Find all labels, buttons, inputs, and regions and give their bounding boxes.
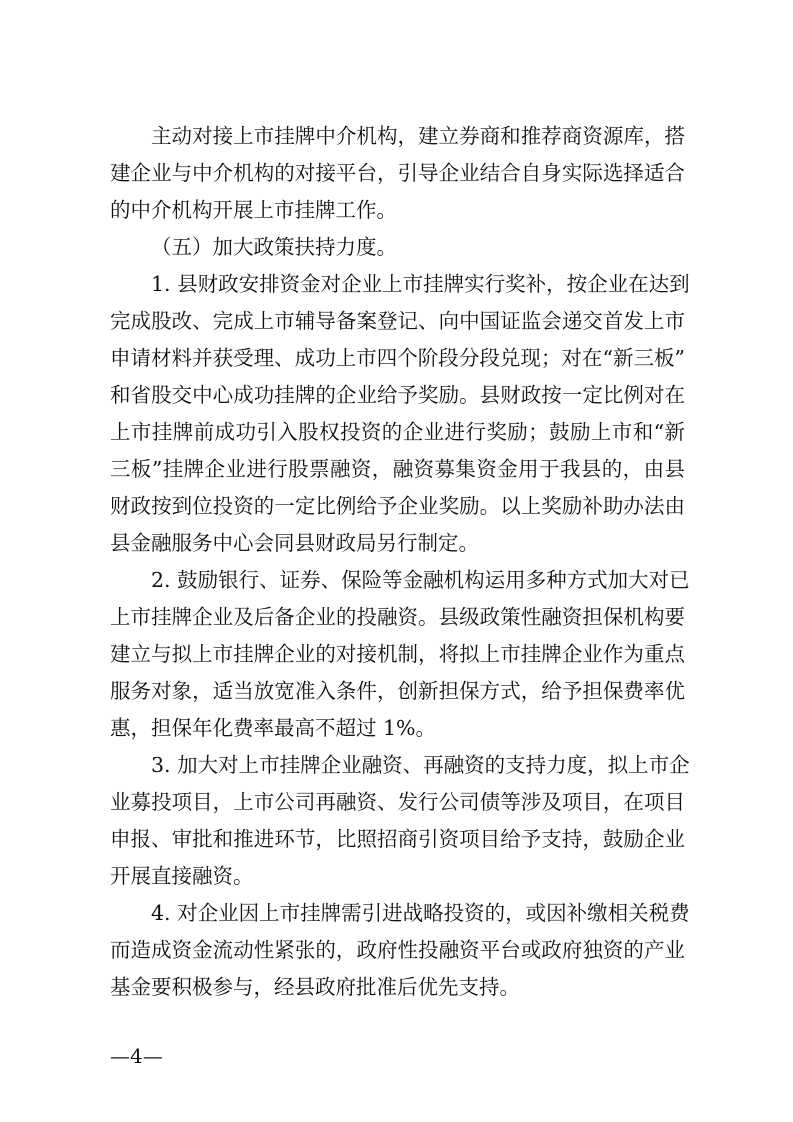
body-line: 上市挂牌前成功引入股权投资的企业进行奖励；鼓励上市和“新 — [110, 420, 685, 444]
body-line: 建立与拟上市挂牌企业的对接机制，将拟上市挂牌企业作为重点 — [110, 642, 685, 666]
body-line: 惠，担保年化费率最高不超过 1%。 — [110, 716, 437, 740]
body-line: 上市挂牌企业及后备企业的投融资。县级政策性融资担保机构要 — [110, 605, 685, 629]
page-number: —4— — [110, 1044, 163, 1068]
body-line: 开展直接融资。 — [110, 864, 254, 888]
body-line: 财政按到位投资的一定比例给予企业奖励。以上奖励补助办法由 — [110, 494, 685, 518]
body-line: 三板”挂牌企业进行股票融资，融资募集资金用于我县的，由县 — [110, 457, 685, 481]
body-line: 申请材料并获受理、成功上市四个阶段分段兑现；对在“新三板” — [110, 346, 685, 370]
body-line: 完成股改、完成上市辅导备案登记、向中国证监会递交首发上市 — [110, 309, 685, 333]
body-line: 业募投项目，上市公司再融资、发行公司债等涉及项目，在项目 — [110, 790, 685, 814]
body-line: 和省股交中心成功挂牌的企业给予奖励。县财政按一定比例对在 — [110, 383, 685, 407]
body-line: 1. 县财政安排资金对企业上市挂牌实行奖补，按企业在达到 — [151, 272, 690, 296]
body-line: 3. 加大对上市挂牌企业融资、再融资的支持力度，拟上市企 — [151, 753, 690, 777]
body-line: 主动对接上市挂牌中介机构，建立券商和推荐商资源库，搭 — [151, 124, 685, 148]
body-line: 申报、审批和推进环节，比照招商引资项目给予支持，鼓励企业 — [110, 827, 685, 851]
body-line: 4. 对企业因上市挂牌需引进战略投资的，或因补缴相关税费 — [151, 901, 690, 925]
body-line: 基金要积极参与，经县政府批准后优先支持。 — [110, 975, 520, 999]
section-heading: （五）加大政策扶持力度。 — [151, 235, 397, 259]
body-line: 服务对象，适当放宽准入条件，创新担保方式，给予担保费率优 — [110, 679, 685, 703]
body-line: 的中介机构开展上市挂牌工作。 — [110, 198, 397, 222]
body-line: 县金融服务中心会同县财政局另行制定。 — [110, 531, 479, 555]
body-line: 而造成资金流动性紧张的，政府性投融资平台或政府独资的产业 — [110, 938, 685, 962]
body-line: 2. 鼓励银行、证券、保险等金融机构运用多种方式加大对已 — [151, 568, 690, 592]
body-line: 建企业与中介机构的对接平台，引导企业结合自身实际选择适合 — [110, 161, 685, 185]
